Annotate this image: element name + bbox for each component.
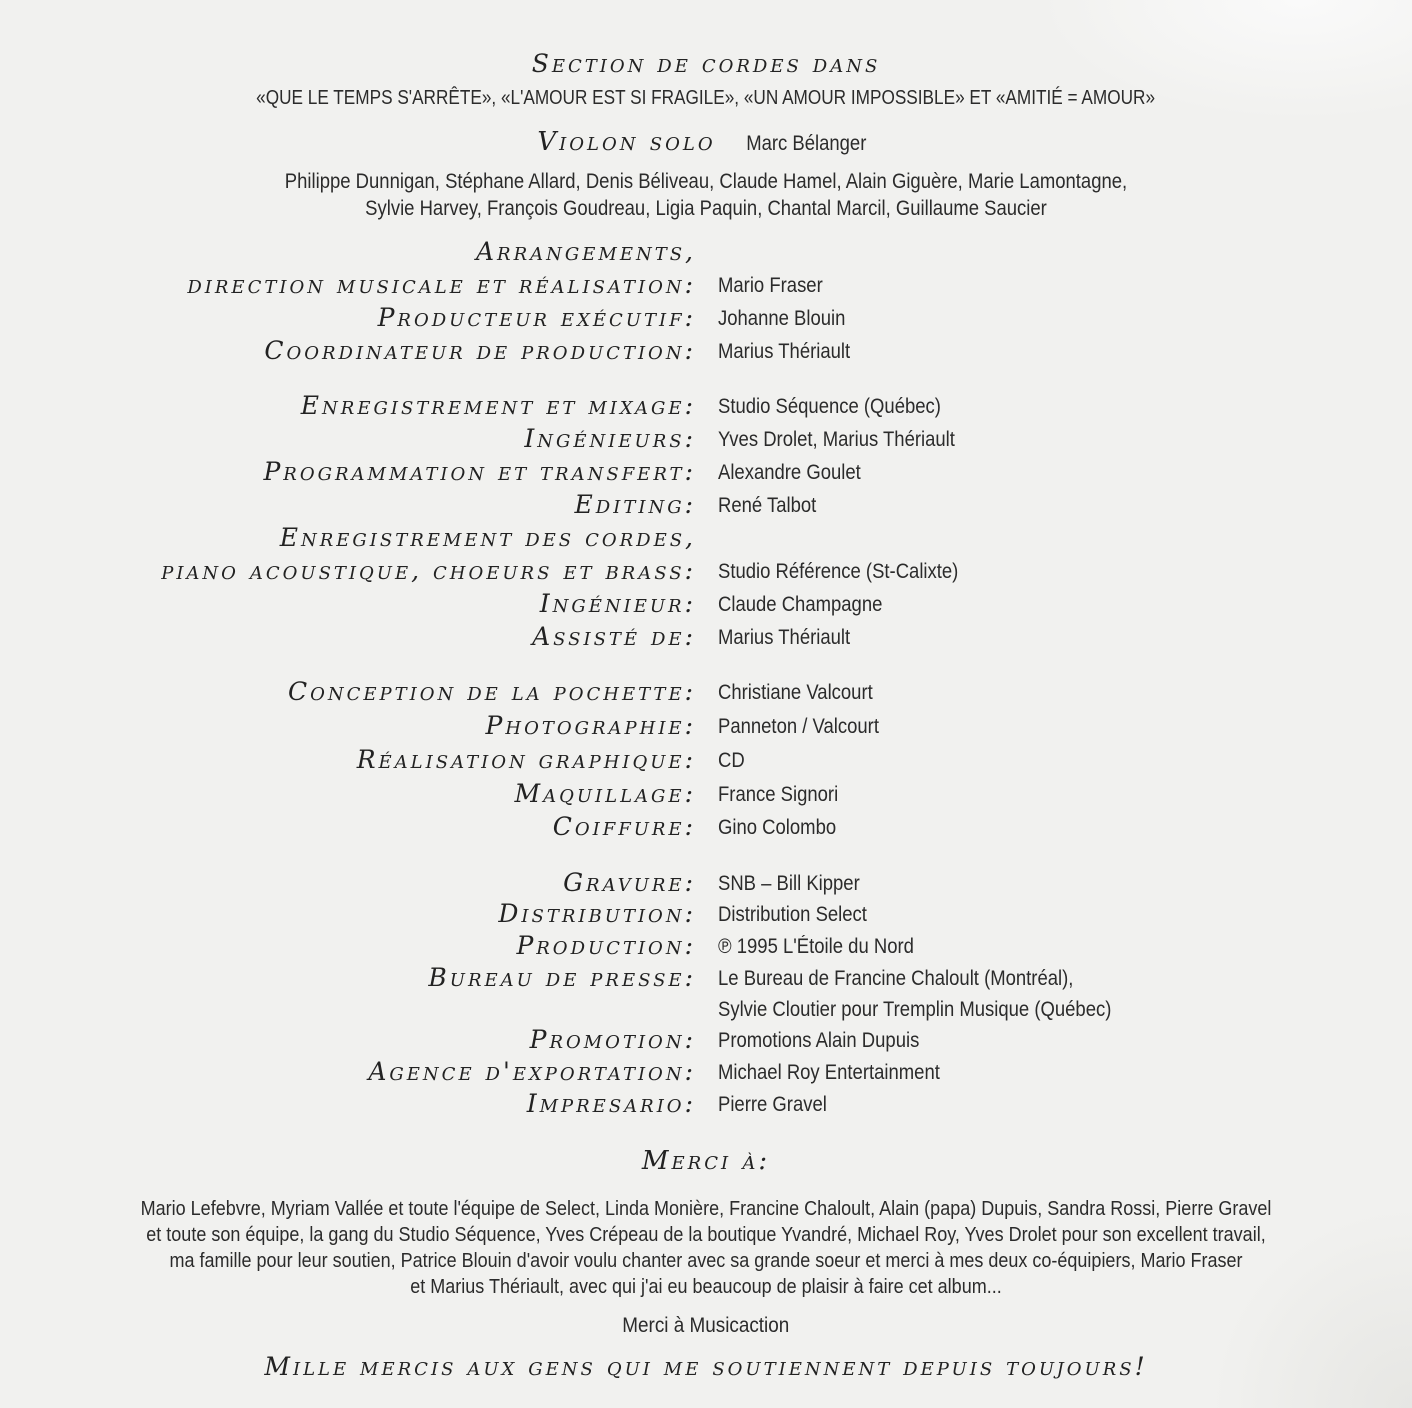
- credit-label: piano acoustique, choeurs et brass:: [161, 556, 696, 585]
- musicians-line-2: Sylvie Harvey, François Goudreau, Ligia Paquin, Chantal Marcil, Guillaume Saucier: [365, 197, 1047, 220]
- credit-value: Mario Fraser: [718, 274, 823, 297]
- credit-value: Studio Séquence (Québec): [718, 395, 941, 418]
- credit-value: CD: [718, 749, 745, 772]
- credit-value: Pierre Gravel: [718, 1093, 827, 1116]
- credit-row-coordinator: [0, 334, 1412, 368]
- credit-row-engineer: [0, 587, 1412, 621]
- credit-label: Bureau de presse:: [428, 963, 696, 992]
- credit-label: Maquillage:: [514, 779, 696, 808]
- credit-row-programming: [0, 455, 1412, 489]
- thanks-line-4: et Marius Thériault, avec qui j'ai eu beaucoup de plaisir à faire cet album...: [410, 1276, 1002, 1298]
- credit-label: Promotion:: [529, 1025, 696, 1054]
- credit-label: Coiffure:: [552, 812, 696, 841]
- credit-value: SNB – Bill Kipper: [718, 872, 860, 895]
- credit-value: Sylvie Cloutier pour Tremplin Musique (Québec): [718, 998, 1112, 1021]
- credit-row-engraving: [0, 866, 1412, 900]
- credit-row-arrangements-heading: [0, 235, 1412, 269]
- credit-row-photography: [0, 709, 1412, 743]
- thanks-line-3: ma famille pour leur soutien, Patrice Blouin d'avoir voulu chanter avec sa grande soeur et merci à mes deux co-équipiers, Mario Fraser: [169, 1250, 1243, 1272]
- credit-row-graphics: [0, 743, 1412, 777]
- credit-label: Production:: [516, 931, 696, 960]
- credit-row-distribution: [0, 897, 1412, 931]
- violin-solo-row: [0, 124, 1412, 160]
- credit-row-concept: [0, 675, 1412, 709]
- violin-solo-label: Violon solo: [537, 127, 716, 157]
- credit-value: Distribution Select: [718, 903, 867, 926]
- credit-value: Promotions Alain Dupuis: [718, 1029, 920, 1052]
- credit-value: Christiane Valcourt: [718, 681, 873, 704]
- credit-value: Alexandre Goulet: [718, 461, 861, 484]
- credit-label: Photographie:: [485, 711, 696, 740]
- thanks-heading: Merci à:: [641, 1146, 771, 1176]
- credit-value: Johanne Blouin: [718, 307, 846, 330]
- credit-value: Panneton / Valcourt: [718, 715, 879, 738]
- credit-label: Producteur exécutif:: [377, 303, 696, 332]
- thanks-line-2: et toute son équipe, la gang du Studio Séquence, Yves Crépeau de la boutique Yvandré, Michael Roy, Yves Drolet pour son excellent travail,: [146, 1224, 1266, 1246]
- credit-value: Claude Champagne: [718, 593, 883, 616]
- credit-row-production: [0, 929, 1412, 963]
- credit-value: Gino Colombo: [718, 816, 837, 839]
- strings-songs-text: «QUE LE TEMPS S'ARRÊTE», «L'AMOUR EST SI FRAGILE», «UN AMOUR IMPOSSIBLE» ET «AMITIÉ = AMOUR»: [256, 87, 1156, 109]
- credit-row-export: [0, 1055, 1412, 1089]
- musicians-line-1: Philippe Dunnigan, Stéphane Allard, Denis Béliveau, Claude Hamel, Alain Giguère, Marie Lamontagne,: [284, 170, 1128, 193]
- musicaction-text: Merci à Musicaction: [622, 1314, 790, 1337]
- credit-label: Agence d'exportation:: [368, 1057, 696, 1086]
- closing-line: Mille mercis aux gens qui me soutiennent depuis toujours!: [264, 1352, 1148, 1381]
- credit-row-producer: [0, 301, 1412, 335]
- thanks-paragraph: [70, 1196, 1342, 1300]
- credit-label: Enregistrement et mixage:: [300, 391, 696, 420]
- credit-label: Distribution:: [498, 899, 696, 928]
- credit-row-strings-recording-heading: [0, 521, 1412, 555]
- credit-value: Michael Roy Entertainment: [718, 1061, 940, 1084]
- credit-row-press: [0, 961, 1412, 995]
- credit-row-assisted: [0, 620, 1412, 654]
- credit-label: Enregistrement des cordes,: [279, 523, 696, 552]
- credit-value: Le Bureau de Francine Chaloult (Montréal),: [718, 967, 1074, 990]
- credit-label: Assisté de:: [532, 622, 696, 651]
- credit-label: Conception de la pochette:: [287, 677, 696, 706]
- credit-value: Studio Référence (St-Calixte): [718, 560, 959, 583]
- credit-row-arrangements: [0, 268, 1412, 302]
- credit-row-hair: [0, 810, 1412, 844]
- credit-label: direction musicale et réalisation:: [187, 270, 696, 299]
- thanks-line-1: Mario Lefebvre, Myriam Vallée et toute l'équipe de Select, Linda Monière, Francine Chaloult, Alain (papa) Dupuis, Sandra Rossi, Pierre Gravel: [140, 1198, 1272, 1220]
- credit-row-editing: [0, 488, 1412, 522]
- credit-value: Marius Thériault: [718, 626, 851, 649]
- violin-solo-name: Marc Bélanger: [746, 132, 867, 155]
- credit-label: Gravure:: [563, 868, 696, 897]
- credit-label: Programmation et transfert:: [263, 457, 696, 486]
- credit-row-press-continued: [0, 992, 1412, 1026]
- strings-songs-line: [0, 84, 1412, 112]
- credit-label: Ingénieurs:: [524, 424, 696, 453]
- credit-label: Impresario:: [526, 1089, 696, 1118]
- credit-label: Coordinateur de production:: [264, 336, 696, 365]
- credit-row-engineers: [0, 422, 1412, 456]
- strings-section-title: Section de cordes dans: [531, 49, 881, 78]
- credit-row-mixing: [0, 389, 1412, 423]
- credit-value: Marius Thériault: [718, 340, 851, 363]
- credit-label: Arrangements,: [475, 237, 696, 266]
- credit-label: Réalisation graphique:: [356, 745, 696, 774]
- musicaction-thanks: [0, 1312, 1412, 1340]
- credit-label: Ingénieur:: [539, 589, 696, 618]
- credit-value: ℗ 1995 L'Étoile du Nord: [718, 935, 914, 958]
- credit-row-strings-recording: [0, 554, 1412, 588]
- credit-row-makeup: [0, 777, 1412, 811]
- credit-row-promotion: [0, 1023, 1412, 1057]
- credit-row-impresario: [0, 1087, 1412, 1121]
- strings-musicians: [0, 168, 1412, 222]
- credit-value: France Signori: [718, 783, 839, 806]
- credit-value: Yves Drolet, Marius Thériault: [718, 428, 955, 451]
- credit-label: Editing:: [574, 490, 696, 519]
- credit-value: René Talbot: [718, 494, 817, 517]
